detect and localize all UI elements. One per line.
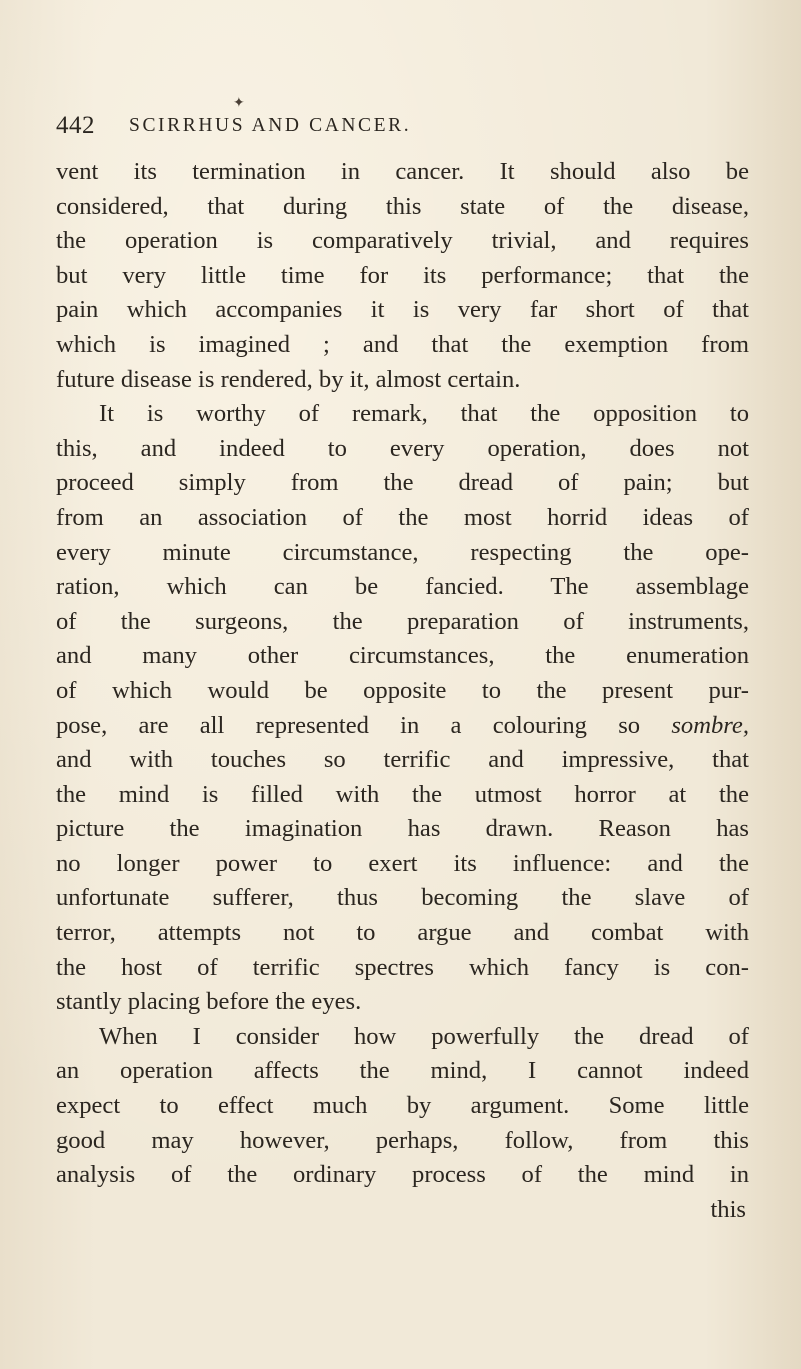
catchword: this bbox=[710, 1195, 746, 1223]
text-line: no longer power to exert its influence: and the bbox=[56, 849, 749, 877]
text-line: ration, which can be fancied. The assemblage bbox=[56, 573, 749, 601]
text-line: unfortunate sufferer, thus becoming the slave of bbox=[56, 884, 749, 912]
text-line: pain which accompanies it is very far short of that bbox=[56, 296, 749, 324]
paragraph-start-line: It is worthy of remark, that the opposition to bbox=[99, 400, 749, 428]
text-line: vent its termination in cancer. It should also be bbox=[56, 158, 749, 185]
text-line: and many other circumstances, the enumeration bbox=[56, 642, 749, 670]
text-line: an operation affects the mind, I cannot indeed bbox=[56, 1057, 749, 1085]
text-line: analysis of the ordinary process of the mind in bbox=[56, 1161, 749, 1189]
text-line: from an association of the most horrid ideas of bbox=[56, 503, 749, 531]
text-line: proceed simply from the dread of pain; but bbox=[56, 469, 749, 497]
text-line: the operation is comparatively trivial, and requires bbox=[56, 227, 749, 255]
text-segment: pose, are all represented in a colouring so bbox=[56, 711, 672, 739]
text-line: every minute circumstance, respecting the ope- bbox=[56, 538, 749, 566]
text-line: but very little time for its performance; that the bbox=[56, 261, 749, 289]
page-number: 442 bbox=[56, 112, 95, 139]
text-line-with-italic bbox=[56, 709, 749, 744]
text-line: which is imagined ; and that the exemption from bbox=[56, 330, 749, 358]
text-line: picture the imagination has drawn. Reason has bbox=[56, 815, 749, 843]
text-line: the host of terrific spectres which fancy is con- bbox=[56, 953, 749, 981]
running-title: SCIRRHUS AND CANCER. bbox=[129, 115, 412, 136]
paragraph-start-line: When I consider how powerfully the dread of bbox=[99, 1022, 749, 1050]
page-header bbox=[56, 112, 756, 146]
text-line: good may however, perhaps, follow, from this bbox=[56, 1126, 749, 1154]
text-line: and with touches so terrific and impressive, that bbox=[56, 746, 749, 774]
ink-speck: ✦ bbox=[233, 96, 245, 111]
text-line: considered, that during this state of the disease, bbox=[56, 192, 749, 220]
text-line: expect to effect much by argument. Some little bbox=[56, 1092, 749, 1120]
body-text bbox=[56, 155, 749, 1227]
text-line: of the surgeons, the preparation of instruments, bbox=[56, 607, 749, 635]
text-line: terror, attempts not to argue and combat with bbox=[56, 919, 749, 947]
text-line: this, and indeed to every operation, does not bbox=[56, 434, 749, 462]
text-line: of which would be opposite to the present pur- bbox=[56, 676, 749, 704]
paragraph-end-line: future disease is rendered, by it, almost certain. bbox=[56, 365, 521, 393]
italic-word: sombre, bbox=[671, 711, 749, 739]
text-line: the mind is filled with the utmost horror at the bbox=[56, 780, 749, 808]
paragraph-end-line: stantly placing before the eyes. bbox=[56, 988, 362, 1016]
